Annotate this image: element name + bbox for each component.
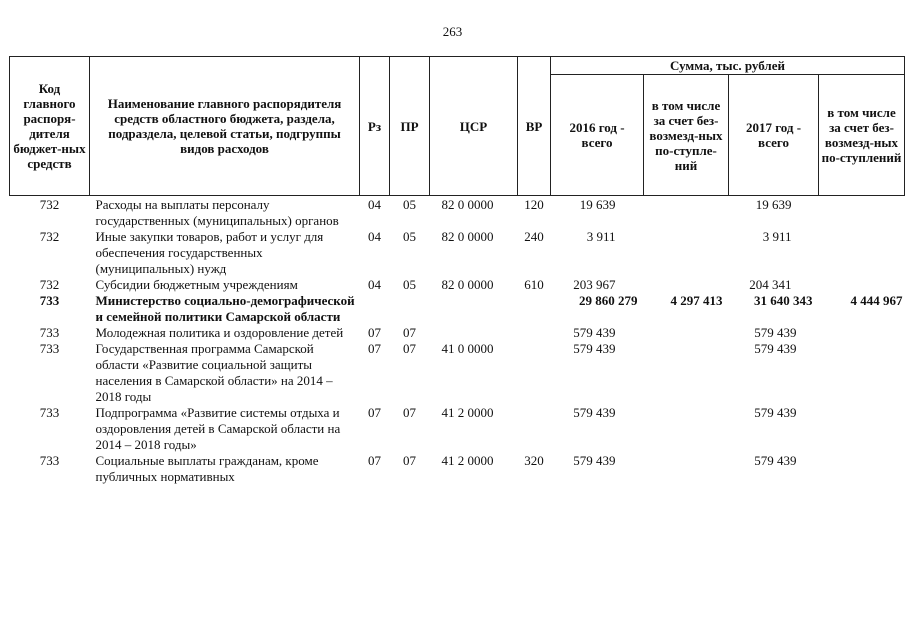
cell-2017-gratis (819, 196, 905, 230)
header-2017-total: 2017 год - всего (729, 75, 819, 196)
cell-name: Субсидии бюджетным учреждениям (95, 277, 298, 292)
cell-code: 732 (39, 277, 60, 292)
cell-rz: 07 (368, 325, 381, 340)
table-header (10, 57, 905, 196)
cell-2017-total: 579 439 (754, 453, 797, 468)
cell-csr: 82 0 0000 (441, 229, 494, 244)
cell-2017-gratis (819, 229, 905, 277)
cell-csr: 41 2 0000 (441, 453, 494, 468)
cell-vr: 610 (524, 277, 544, 292)
cell-csr: 82 0 0000 (441, 277, 494, 292)
cell-2016-gratis (644, 341, 729, 405)
cell-vr: 240 (524, 229, 544, 244)
cell-name: Расходы на выплаты персоналу государственных (муниципальных) органов (95, 197, 339, 228)
cell-2016-total: 203 967 (573, 277, 616, 292)
cell-name: Молодежная политика и оздоровление детей (95, 325, 344, 340)
cell-2017-total: 31 640 343 (754, 293, 813, 308)
header-2017-gratis: в том числе за счет без-возмезд-ных по-ступлений (819, 75, 905, 196)
cell-rz: 04 (368, 277, 381, 292)
cell-rz: 07 (368, 405, 381, 420)
cell-name: Подпрограмма «Развитие системы отдыха и оздоровления детей в Самарской области на 2014 – 2018 годы» (95, 405, 341, 452)
cell-vr (518, 405, 551, 453)
cell-pr: 05 (403, 197, 416, 212)
cell-csr (430, 325, 518, 341)
cell-2017-gratis (819, 453, 905, 485)
cell-pr: 07 (403, 341, 416, 356)
cell-code: 733 (39, 293, 60, 308)
cell-2017-total: 579 439 (754, 405, 797, 420)
cell-2016-total: 579 439 (573, 453, 616, 468)
header-pr: ПР (390, 57, 430, 196)
table-row-ministry (10, 293, 905, 325)
cell-rz: 04 (368, 197, 381, 212)
cell-2016-total: 579 439 (573, 325, 616, 340)
table-row (10, 341, 905, 405)
header-vr: ВР (518, 57, 551, 196)
header-2016-gratis: в том числе за счет без-возмезд-ных по-ступле-ний (644, 75, 729, 196)
cell-2017-gratis (819, 277, 905, 293)
table-row (10, 277, 905, 293)
cell-pr: 05 (403, 229, 416, 244)
cell-2017-total: 579 439 (754, 325, 797, 340)
cell-2016-gratis (644, 453, 729, 485)
cell-vr (518, 293, 551, 325)
cell-2016-gratis (644, 405, 729, 453)
cell-vr (518, 325, 551, 341)
cell-2016-total: 579 439 (573, 405, 616, 420)
cell-2017-gratis (819, 325, 905, 341)
cell-rz: 07 (368, 453, 381, 468)
cell-code: 733 (39, 405, 60, 420)
table-row (10, 229, 905, 277)
header-rz: Рз (360, 57, 390, 196)
cell-2017-total: 204 341 (749, 277, 792, 292)
cell-2016-gratis (644, 325, 729, 341)
cell-2017-gratis (819, 341, 905, 405)
cell-csr (430, 293, 518, 325)
table-body (10, 196, 905, 486)
cell-2016-total: 19 639 (579, 197, 616, 212)
cell-pr: 07 (403, 453, 416, 468)
cell-2016-total: 579 439 (573, 341, 616, 356)
table-row (10, 405, 905, 453)
cell-2017-gratis: 4 444 967 (850, 293, 903, 308)
cell-code: 732 (39, 229, 60, 244)
cell-code: 733 (39, 453, 60, 468)
header-2016-total: 2016 год - всего (551, 75, 644, 196)
cell-pr: 07 (403, 325, 416, 340)
cell-csr: 82 0 0000 (441, 197, 494, 212)
cell-vr (518, 341, 551, 405)
header-code: Код главного распоря-дителя бюджет-ных средств (10, 57, 90, 196)
cell-pr (390, 293, 430, 325)
header-name: Наименование главного распорядителя средств областного бюджета, раздела, подраздела, целевой статьи, подгруппы видов расходов (90, 57, 360, 196)
cell-2016-total: 29 860 279 (579, 293, 638, 308)
cell-name: Министерство социально-демографической и семейной политики Самарской области (95, 293, 355, 324)
page-number: 263 (442, 24, 463, 39)
cell-pr: 05 (403, 277, 416, 292)
cell-2016-gratis (644, 229, 729, 277)
header-csr: ЦСР (430, 57, 518, 196)
cell-2016-gratis: 4 297 413 (670, 293, 723, 308)
cell-code: 732 (39, 197, 60, 212)
cell-code: 733 (39, 325, 60, 340)
cell-2016-total: 3 911 (586, 229, 616, 244)
cell-2017-total: 19 639 (755, 197, 792, 212)
cell-csr: 41 0 0000 (441, 341, 494, 356)
table-row (10, 453, 905, 485)
cell-name: Социальные выплаты гражданам, кроме публичных нормативных (95, 453, 319, 484)
cell-vr: 320 (524, 453, 544, 468)
cell-2017-total: 3 911 (762, 229, 792, 244)
cell-pr: 07 (403, 405, 416, 420)
cell-name: Иные закупки товаров, работ и услуг для обеспечения государственных (муниципальных) нужд (95, 229, 324, 276)
cell-2016-gratis (644, 196, 729, 230)
header-sum: Сумма, тыс. рублей (551, 57, 905, 75)
cell-vr: 120 (524, 197, 544, 212)
table-row (10, 196, 905, 230)
cell-rz (360, 293, 390, 325)
cell-rz: 07 (368, 341, 381, 356)
cell-csr: 41 2 0000 (441, 405, 494, 420)
cell-name: Государственная программа Самарской области «Развитие социальной защиты населения в Самарской области» на 2014 – 2018 годы (95, 341, 333, 404)
cell-2017-total: 579 439 (754, 341, 797, 356)
budget-table (9, 56, 905, 485)
cell-code: 733 (39, 341, 60, 356)
table-row (10, 325, 905, 341)
cell-2017-gratis (819, 405, 905, 453)
cell-2016-gratis (644, 277, 729, 293)
cell-rz: 04 (368, 229, 381, 244)
